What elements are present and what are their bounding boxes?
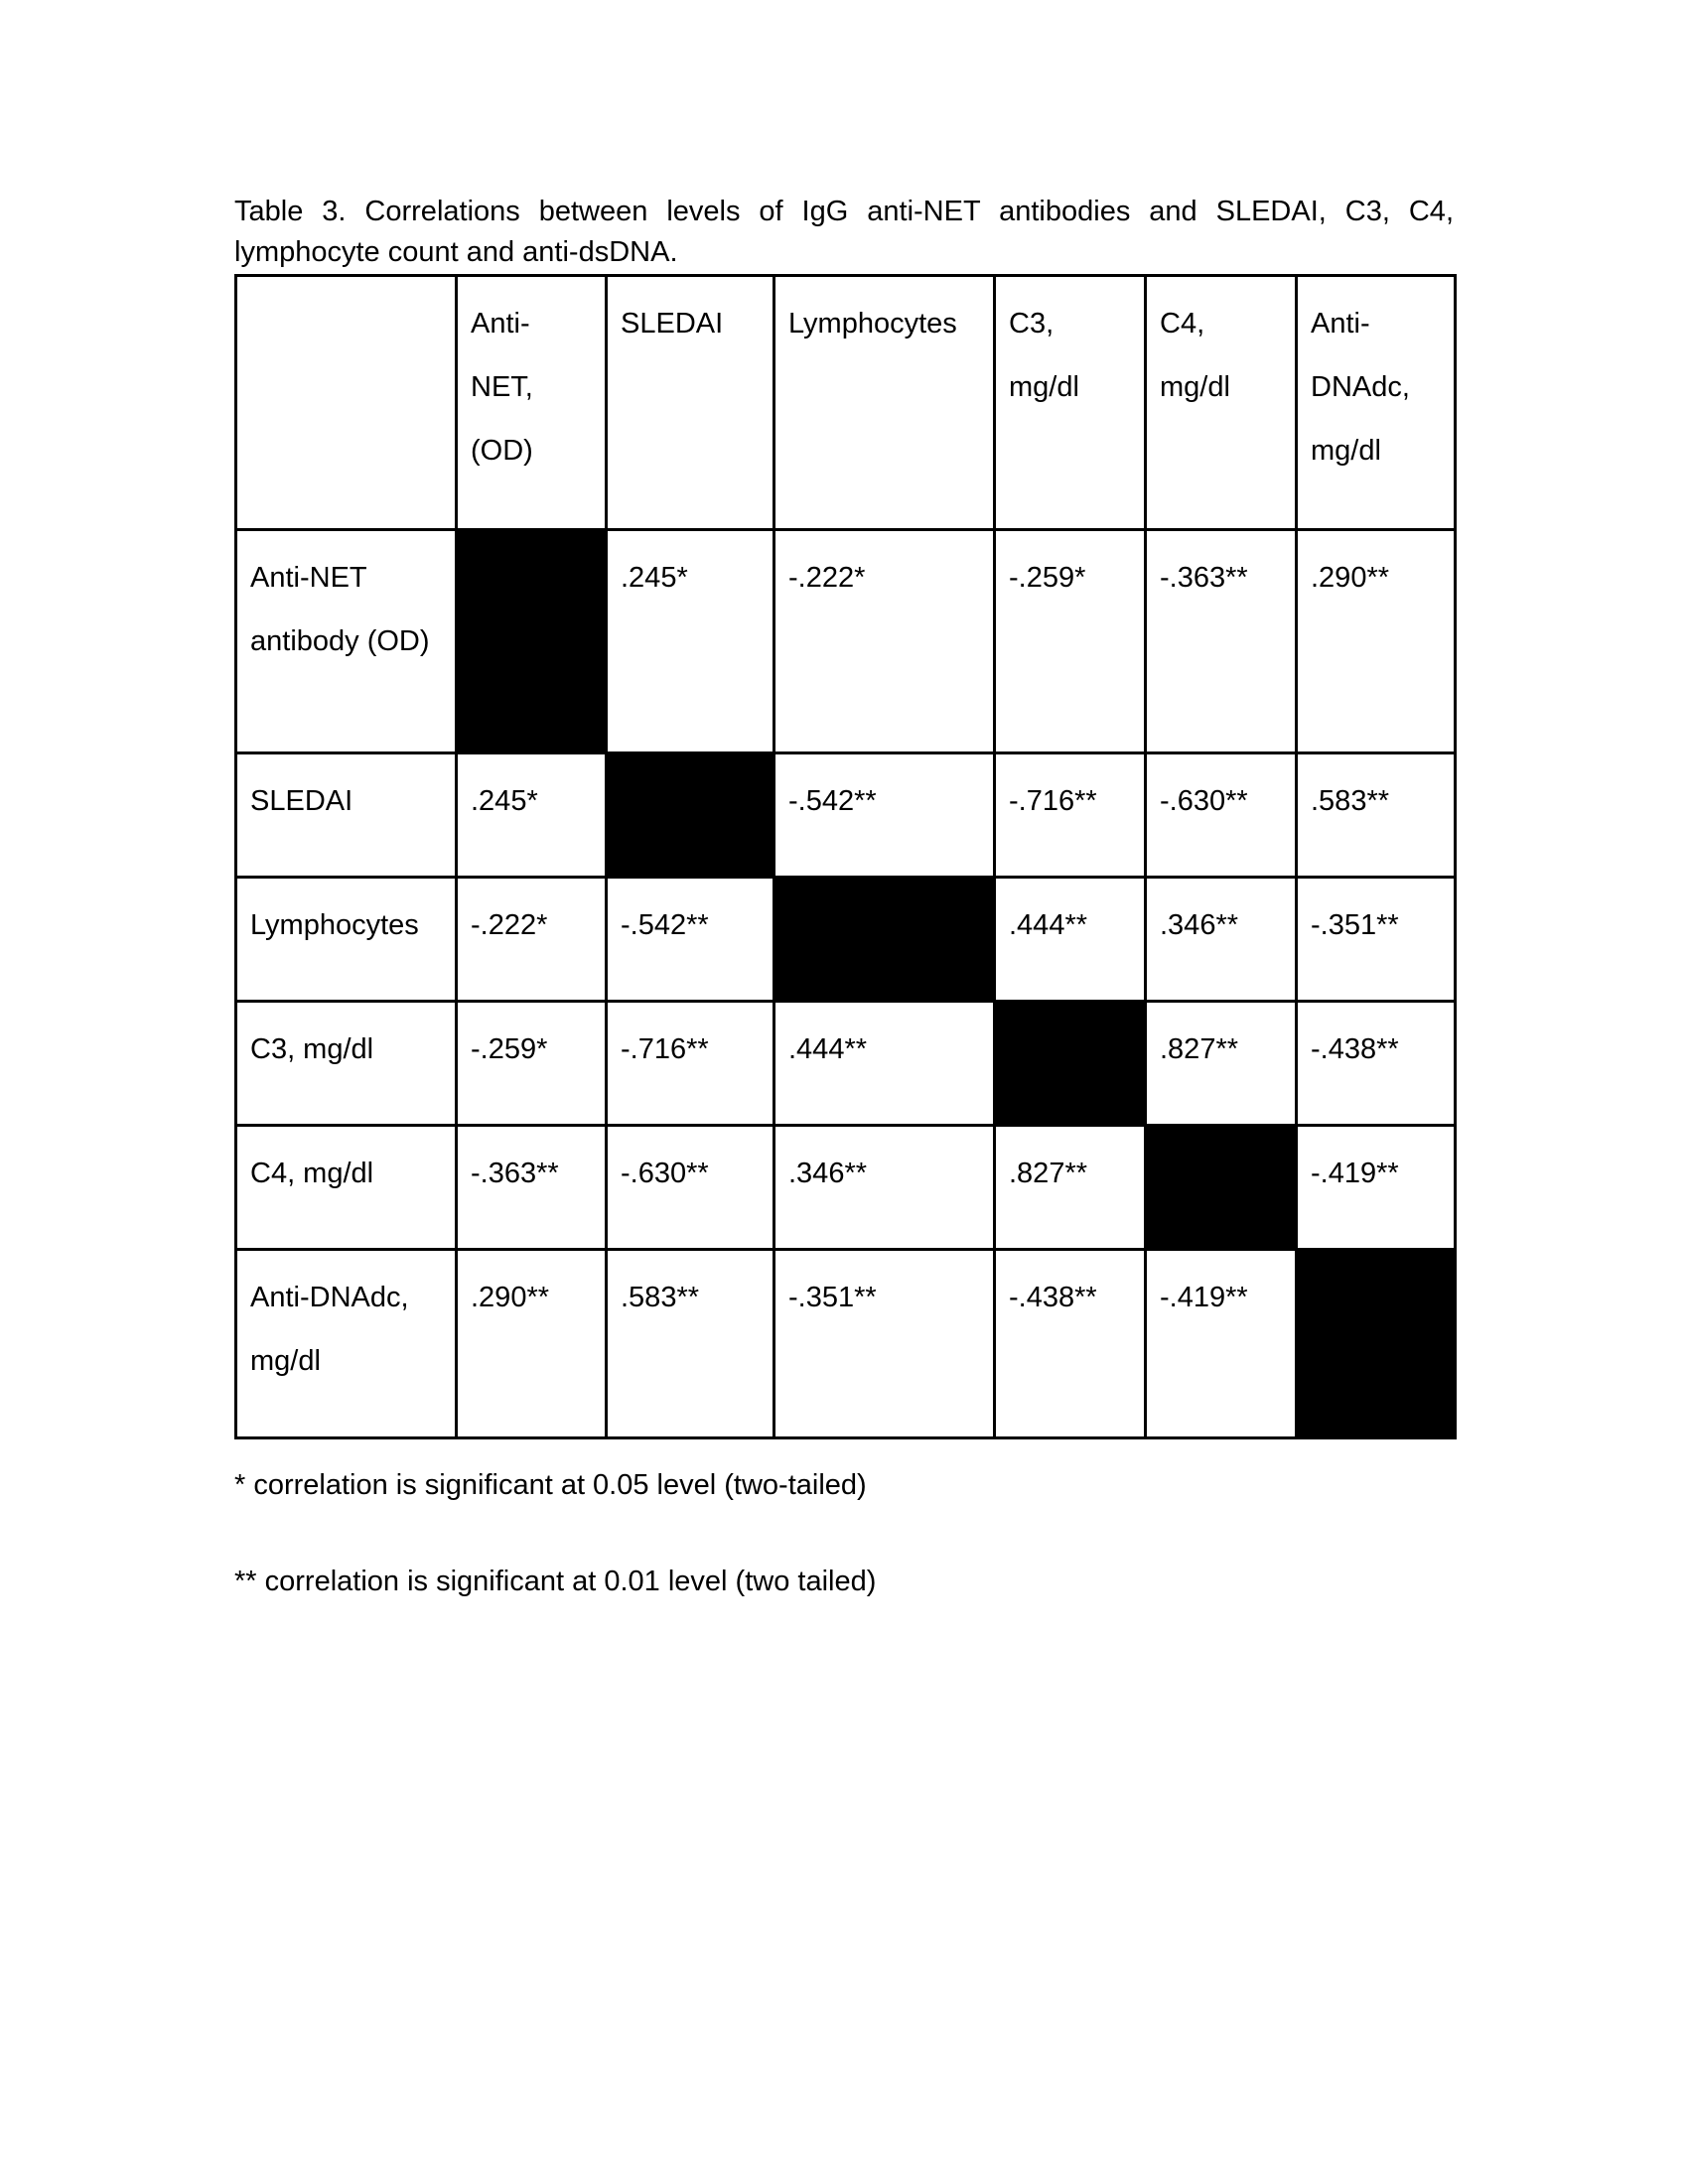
table-row-c4: [236, 1126, 1456, 1250]
table-cell: -.222*: [774, 530, 995, 753]
table-cell: .346**: [1146, 878, 1297, 1002]
table-cell: -.259*: [457, 1002, 607, 1126]
table-cell: .245*: [607, 530, 774, 753]
table-cell: -.363**: [457, 1126, 607, 1250]
diagonal-cell: [995, 1002, 1146, 1126]
table-cell: -.419**: [1146, 1250, 1297, 1438]
table-cell: .346**: [774, 1126, 995, 1250]
table-cell: .290**: [1297, 530, 1456, 753]
table-cell: .444**: [995, 878, 1146, 1002]
row-label-anti-net: Anti-NET antibody (OD): [236, 530, 457, 753]
table-header-row: [236, 276, 1456, 530]
column-header-lymphocytes: Lymphocytes: [774, 276, 995, 530]
row-label-lymphocytes: Lymphocytes: [236, 878, 457, 1002]
diagonal-cell: [774, 878, 995, 1002]
table-row-lymphocytes: [236, 878, 1456, 1002]
table-row-c3: [236, 1002, 1456, 1126]
diagonal-cell: [1146, 1126, 1297, 1250]
table-cell: -.630**: [1146, 753, 1297, 878]
table-cell: .290**: [457, 1250, 607, 1438]
table-cell: .827**: [995, 1126, 1146, 1250]
row-label-c3: C3, mg/dl: [236, 1002, 457, 1126]
table-cell: -.716**: [995, 753, 1146, 878]
table-cell: -.351**: [1297, 878, 1456, 1002]
diagonal-cell: [607, 753, 774, 878]
footnote-single-star: * correlation is significant at 0.05 level (two-tailed): [234, 1469, 867, 1501]
table-corner-cell: [236, 276, 457, 530]
table-row-anti-dnadc: [236, 1250, 1456, 1438]
table-cell: -.222*: [457, 878, 607, 1002]
table-row-anti-net: [236, 530, 1456, 753]
column-header-c3: C3, mg/dl: [995, 276, 1146, 530]
diagonal-cell: [1297, 1250, 1456, 1438]
correlation-table: [234, 274, 1457, 1439]
table-cell: .583**: [607, 1250, 774, 1438]
table-caption: Table 3. Correlations between levels of IgG anti-NET antibodies and SLEDAI, C3, C4, lymphocyte count and anti-dsDNA.: [234, 196, 1454, 268]
footnote-double-star: ** correlation is significant at 0.01 level (two tailed): [234, 1566, 877, 1597]
table-row-sledai: [236, 753, 1456, 878]
table-cell: -.259*: [995, 530, 1146, 753]
table-cell: .583**: [1297, 753, 1456, 878]
table-cell: -.363**: [1146, 530, 1297, 753]
diagonal-cell: [457, 530, 607, 753]
column-header-anti-dnadc: Anti- DNAdc, mg/dl: [1297, 276, 1456, 530]
table-cell: -.351**: [774, 1250, 995, 1438]
table-cell: -.438**: [1297, 1002, 1456, 1126]
table-cell: .245*: [457, 753, 607, 878]
table-cell: -.438**: [995, 1250, 1146, 1438]
table-cell: -.716**: [607, 1002, 774, 1126]
table-cell: -.630**: [607, 1126, 774, 1250]
row-label-sledai: SLEDAI: [236, 753, 457, 878]
table-cell: .444**: [774, 1002, 995, 1126]
row-label-anti-dnadc: Anti-DNAdc, mg/dl: [236, 1250, 457, 1438]
column-header-sledai: SLEDAI: [607, 276, 774, 530]
column-header-anti-net: Anti- NET, (OD): [457, 276, 607, 530]
table-cell: -.542**: [607, 878, 774, 1002]
column-header-c4: C4, mg/dl: [1146, 276, 1297, 530]
table-cell: -.542**: [774, 753, 995, 878]
table-cell: .827**: [1146, 1002, 1297, 1126]
table-cell: -.419**: [1297, 1126, 1456, 1250]
row-label-c4: C4, mg/dl: [236, 1126, 457, 1250]
